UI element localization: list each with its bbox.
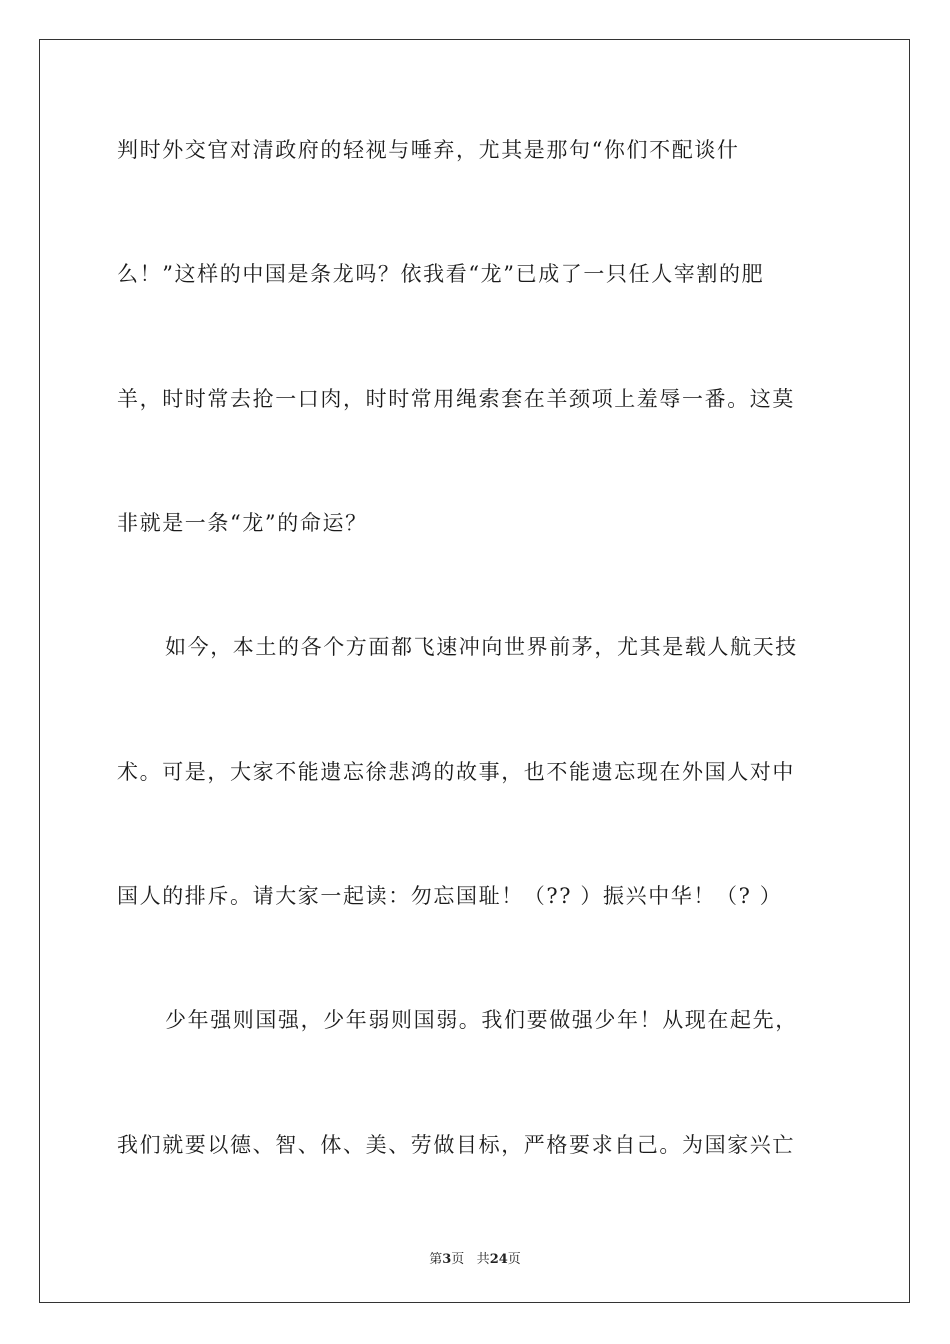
total-prefix: 共 <box>476 1252 490 1267</box>
paragraph-line: 术。可是，大家不能遗忘徐悲鸿的故事，也不能遗忘现在外国人对中 <box>117 760 795 784</box>
paragraph-line: 么！”这样的中国是条龙吗？依我看“龙”已成了一只任人宰割的肥 <box>117 262 765 286</box>
total-suffix: 页 <box>507 1252 521 1267</box>
paragraph-line: 判时外交官对清政府的轻视与唾弃，尤其是那句“你们不配谈什 <box>117 138 740 162</box>
page-number: 3 <box>442 1252 452 1267</box>
page-prefix: 第 <box>429 1252 443 1267</box>
paragraph-line: 如今，本土的各个方面都飞速冲向世界前茅，尤其是载人航天技 <box>165 635 798 659</box>
paragraph-line: 少年强则国强，少年弱则国弱。我们要做强少年！从现在起先， <box>165 1008 798 1032</box>
paragraph-line: 羊，时时常去抢一口肉，时时常用绳索套在羊颈项上羞辱一番。这莫 <box>117 387 795 411</box>
page-footer <box>0 1248 950 1267</box>
paragraph-line: 我们就要以德、智、体、美、劳做目标，严格要求自己。为国家兴亡 <box>117 1133 795 1157</box>
page-suffix: 页 <box>451 1252 465 1267</box>
page-border <box>39 39 910 1303</box>
total-pages: 24 <box>489 1252 508 1267</box>
paragraph-line: 国人的排斥。请大家一起读：勿忘国耻！（?? ）振兴中华！（? ） <box>117 884 783 908</box>
paragraph-line: 非就是一条“龙”的命运？ <box>117 511 368 535</box>
